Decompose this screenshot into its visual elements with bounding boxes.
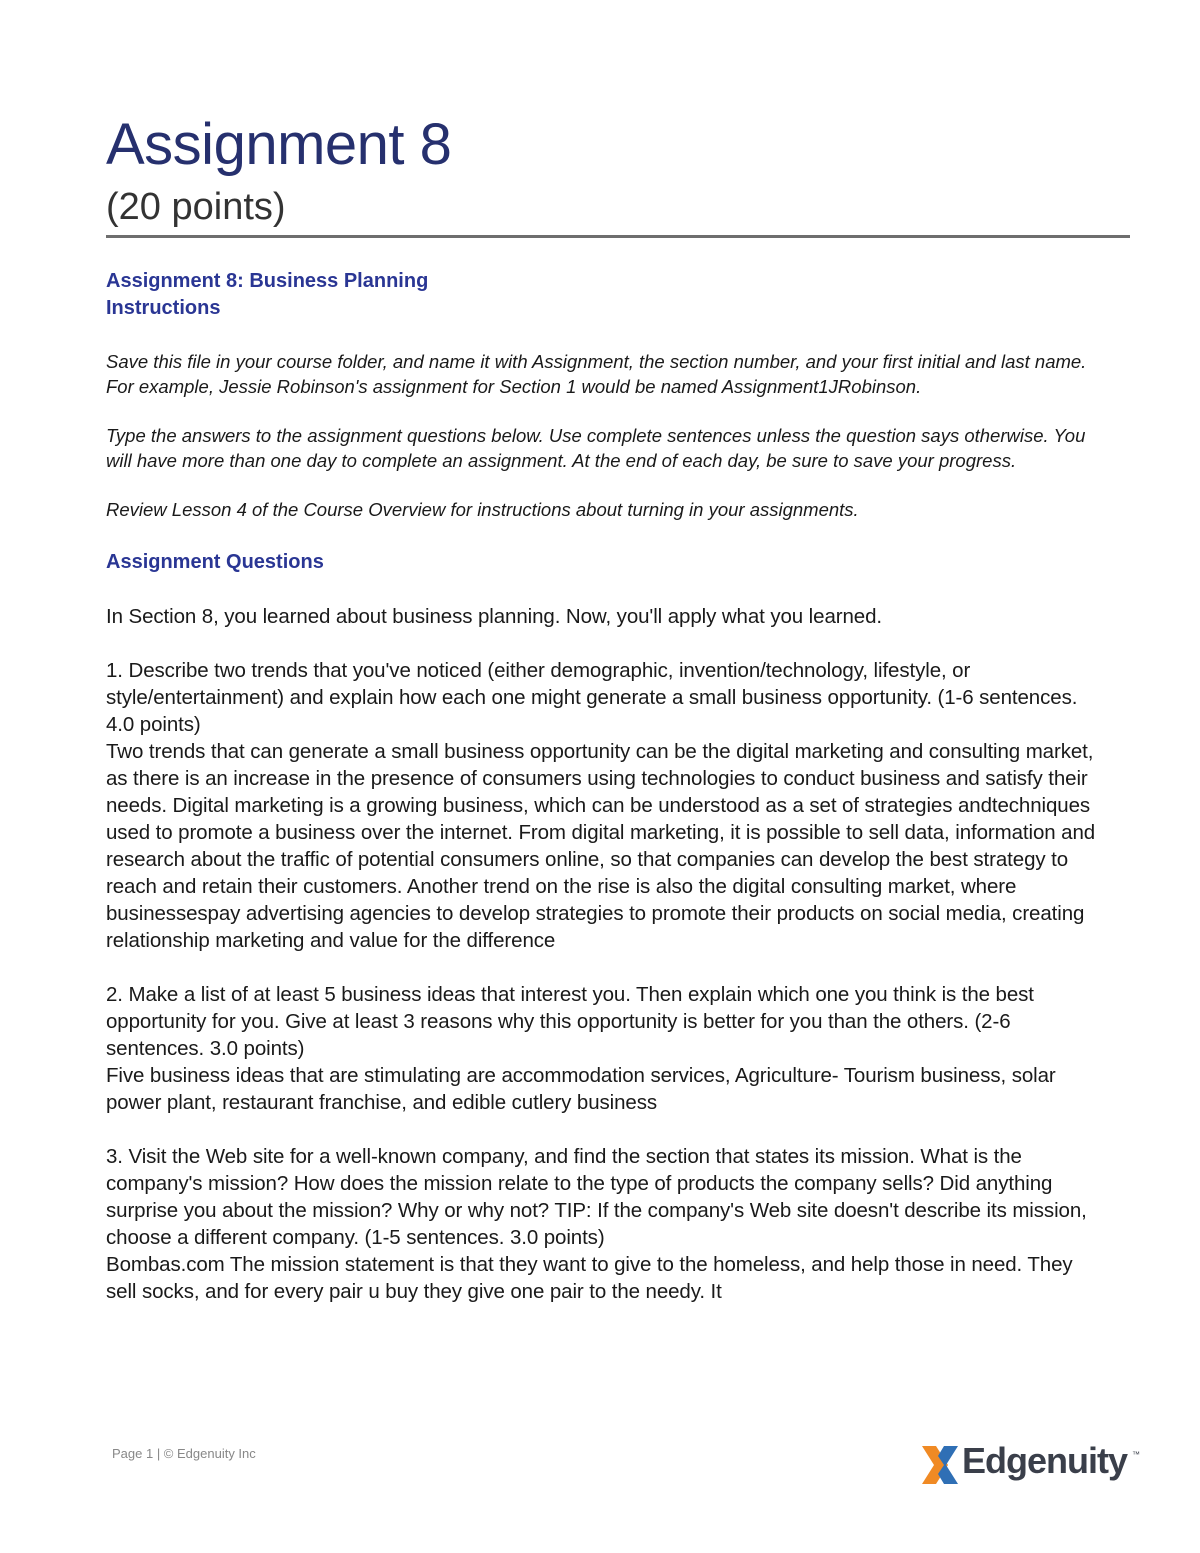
instructions-save-file: Save this file in your course folder, and name it with Assignment, the section number, and your first initial and last name. For example, Jessie Robinson's assignment for Section 1 would be named Assignment1JRobinson.: [106, 351, 1087, 397]
answer-3: Bombas.com The mission statement is that they want to give to the homeless, and help those in need. They sell socks, and for every pair u buy they give one pair to the needy. It: [106, 1253, 1073, 1303]
edgenuity-x-icon: [918, 1442, 962, 1488]
answer-2: Five business ideas that are stimulating are accommodation services, Agriculture- Tourism business, solar power plant, restaurant franchise, and edible cutlery business: [106, 1064, 1056, 1114]
answer-1: Two trends that can generate a small business opportunity can be the digital marketing and consulting market, as there is an increase in the presence of consumers using technologies to conduct business and satisfy their needs. Digital marketing is a growing business, which can be understood as a set of strategies andtechniques used to promote a business over the internet. From digital marketing, it is possible to sell data, information and research about the traffic of potential consumers online, so that companies can develop the best strategy to reach and retain their customers. Another trend on the rise is also the digital consulting market, where businessespay advertising agencies to develop strategies to promote their products on social media, creating relationship marketing and value for the difference: [106, 740, 1096, 952]
logo-trademark: ™: [1132, 1450, 1140, 1459]
points-subtitle: (20 points): [106, 186, 286, 228]
question-3: 3. Visit the Web site for a well-known company, and find the section that states its mission. What is the company's mission? How does the mission relate to the type of products the company sells? Did anything surprise you about the mission? Why or why not? TIP: If the company's Web site doesn't describe its mission, choose a different company. (1-5 sentences. 3.0 points): [106, 1145, 1087, 1249]
page-title: Assignment 8: [106, 112, 452, 177]
instructions-review-lesson: Review Lesson 4 of the Course Overview for instructions about turning in your assignments.: [106, 499, 859, 520]
instructions-heading: Instructions: [106, 297, 221, 319]
assignment-heading: Assignment 8: Business Planning: [106, 270, 429, 292]
document-page: [106, 0, 1132, 1553]
edgenuity-logo: [918, 1438, 1148, 1498]
question-1: 1. Describe two trends that you've noticed (either demographic, invention/technology, lifestyle, or style/entertainment) and explain how each one might generate a small business opportunity. (1-6 sentences. 4.0 points): [106, 659, 1078, 736]
logo-wordmark: Edgenuity: [962, 1440, 1128, 1481]
questions-heading: Assignment Questions: [106, 551, 324, 573]
instructions-type-answers: Type the answers to the assignment questions below. Use complete sentences unless the question says otherwise. You will have more than one day to complete an assignment. At the end of each day, be sure to save your progress.: [106, 425, 1086, 471]
page-footer: Page 1 | © Edgenuity Inc: [112, 1446, 256, 1461]
question-2: 2. Make a list of at least 5 business ideas that interest you. Then explain which one you think is the best opportunity for you. Give at least 3 reasons why this opportunity is better for you than the others. (2-6 sentences. 3.0 points): [106, 983, 1034, 1060]
title-divider: [106, 235, 1130, 238]
questions-lead: In Section 8, you learned about business planning. Now, you'll apply what you learned.: [106, 605, 882, 628]
document-content: [106, 268, 1106, 1305]
